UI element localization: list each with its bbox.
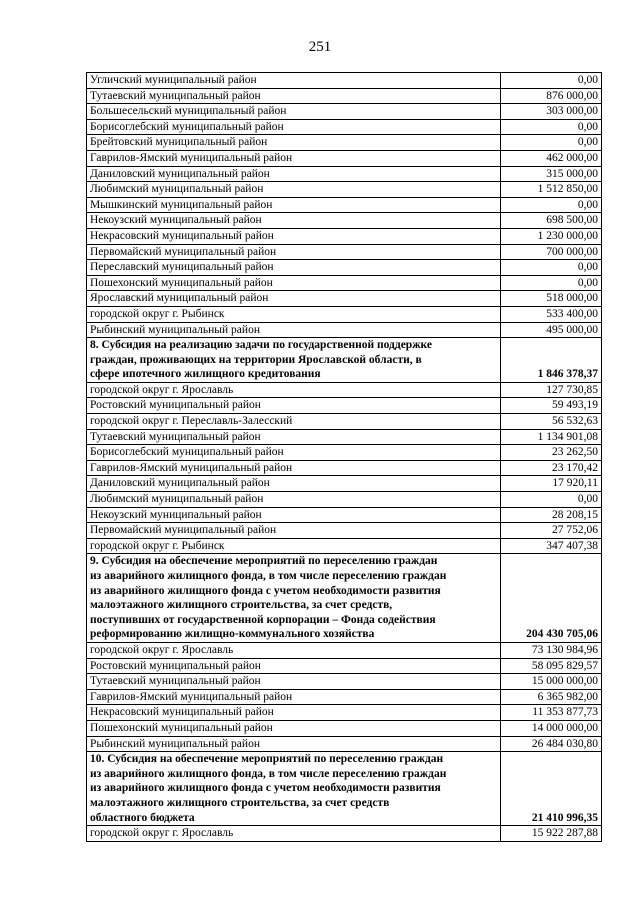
recipient-name: Первомайский муниципальный район: [87, 523, 501, 539]
table-row: [87, 492, 602, 508]
amount: 315 000,00: [501, 166, 602, 182]
amount: 1 512 850,00: [501, 182, 602, 198]
section-title-line: из аварийного жилищного фонда, в том числе переселению граждан: [90, 767, 447, 780]
section-title-line: поступивших от государственной корпорации – Фонда содействия: [90, 613, 436, 626]
recipient-name: Гаврилов-Ямский муниципальный район: [87, 150, 501, 166]
amount: 0,00: [501, 135, 602, 151]
section-title-line: из аварийного жилищного фонда с учетом необходимости развития: [90, 782, 441, 795]
recipient-name: Некрасовский муниципальный район: [87, 705, 501, 721]
amount: 1 230 000,00: [501, 228, 602, 244]
amount: 1 134 901,08: [501, 429, 602, 445]
recipient-name: Даниловский муниципальный район: [87, 476, 501, 492]
recipient-name: Тутаевский муниципальный район: [87, 88, 501, 104]
recipient-name: городской округ г. Ярославль: [87, 382, 501, 398]
table-row: [87, 213, 602, 229]
recipient-name: Борисоглебский муниципальный район: [87, 445, 501, 461]
recipient-name: Брейтовский муниципальный район: [87, 135, 501, 151]
recipient-name: городской округ г. Переславль-Залесский: [87, 414, 501, 430]
table-row: [87, 476, 602, 492]
recipient-name: Гаврилов-Ямский муниципальный район: [87, 460, 501, 476]
amount: 58 095 829,57: [501, 658, 602, 674]
table-row: [87, 197, 602, 213]
amount: 23 262,50: [501, 445, 602, 461]
amount: 0,00: [501, 73, 602, 89]
recipient-name: Пошехонский муниципальный район: [87, 275, 501, 291]
table-body: [87, 73, 602, 842]
section-header-row: [87, 554, 602, 643]
recipient-name: Некрасовский муниципальный район: [87, 228, 501, 244]
amount: 26 484 030,80: [501, 736, 602, 752]
amount: 17 920,11: [501, 476, 602, 492]
section-title-line: сфере ипотечного жилищного кредитования: [90, 368, 321, 381]
table-row: [87, 460, 602, 476]
section-title: [87, 554, 501, 643]
section-title-line: из аварийного жилищного фонда с учетом необходимости развития: [90, 584, 441, 597]
recipient-name: Ярославский муниципальный район: [87, 291, 501, 307]
recipient-name: Даниловский муниципальный район: [87, 166, 501, 182]
section-title-line: малоэтажного жилищного строительства, за счет средств,: [90, 599, 393, 612]
section-title-line: реформированию жилищно-коммунального хозяйства: [90, 628, 375, 641]
amount: 14 000 000,00: [501, 720, 602, 736]
recipient-name: Борисоглебский муниципальный район: [87, 119, 501, 135]
recipient-name: Гаврилов-Ямский муниципальный район: [87, 689, 501, 705]
page-number: 251: [308, 39, 332, 55]
subsidy-table: [86, 72, 602, 842]
amount: 533 400,00: [501, 306, 602, 322]
table-row: [87, 150, 602, 166]
recipient-name: Угличский муниципальный район: [87, 73, 501, 89]
section-title: [87, 752, 501, 826]
recipient-name: Большесельский муниципальный район: [87, 104, 501, 120]
table-row: [87, 104, 602, 120]
amount: 11 353 877,73: [501, 705, 602, 721]
recipient-name: Мышкинский муниципальный район: [87, 197, 501, 213]
table-row: [87, 244, 602, 260]
amount: 698 500,00: [501, 213, 602, 229]
amount: 0,00: [501, 492, 602, 508]
amount: 15 922 287,88: [501, 826, 602, 842]
table-row: [87, 523, 602, 539]
amount: 59 493,19: [501, 398, 602, 414]
recipient-name: городской округ г. Рыбинск: [87, 538, 501, 554]
recipient-name: городской округ г. Ярославль: [87, 826, 501, 842]
section-title-line: граждан, проживающих на территории Ярославской области, в: [90, 353, 422, 366]
amount: 0,00: [501, 197, 602, 213]
amount: 495 000,00: [501, 322, 602, 338]
table-row: [87, 507, 602, 523]
table-row: [87, 135, 602, 151]
table-row: [87, 291, 602, 307]
table-row: [87, 260, 602, 276]
section-title-line: 10. Субсидия на обеспечение мероприятий по переселению граждан: [90, 753, 444, 766]
table-row: [87, 88, 602, 104]
amount: 303 000,00: [501, 104, 602, 120]
table-row: [87, 720, 602, 736]
amount: 0,00: [501, 275, 602, 291]
amount: 73 130 984,96: [501, 642, 602, 658]
section-total-amount: 204 430 705,06: [501, 554, 602, 643]
recipient-name: Рыбинский муниципальный район: [87, 322, 501, 338]
table-row: [87, 429, 602, 445]
table-row: [87, 306, 602, 322]
section-title-line: 9. Субсидия на обеспечение мероприятий по переселению граждан: [90, 555, 438, 568]
table-row: [87, 705, 602, 721]
amount: 56 532,63: [501, 414, 602, 430]
recipient-name: городской округ г. Рыбинск: [87, 306, 501, 322]
amount: 462 000,00: [501, 150, 602, 166]
amount: 6 365 982,00: [501, 689, 602, 705]
table-row: [87, 674, 602, 690]
amount: 28 208,15: [501, 507, 602, 523]
recipient-name: Первомайский муниципальный район: [87, 244, 501, 260]
amount: 347 407,38: [501, 538, 602, 554]
recipient-name: Ростовский муниципальный район: [87, 398, 501, 414]
amount: 23 170,42: [501, 460, 602, 476]
table-row: [87, 73, 602, 89]
section-title-line: областного бюджета: [90, 811, 195, 824]
recipient-name: Переславский муниципальный район: [87, 260, 501, 276]
recipient-name: Тутаевский муниципальный район: [87, 429, 501, 445]
table-row: [87, 445, 602, 461]
amount: 0,00: [501, 119, 602, 135]
amount: 700 000,00: [501, 244, 602, 260]
section-title-line: 8. Субсидия на реализацию задачи по государственной поддержке: [90, 339, 432, 352]
table-row: [87, 538, 602, 554]
table-row: [87, 642, 602, 658]
table-row: [87, 228, 602, 244]
recipient-name: Пошехонский муниципальный район: [87, 720, 501, 736]
table-row: [87, 182, 602, 198]
section-header-row: [87, 752, 602, 826]
section-title-line: малоэтажного жилищного строительства, за счет средств: [90, 796, 390, 809]
section-total-amount: 1 846 378,37: [501, 338, 602, 383]
table-row: [87, 382, 602, 398]
table-row: [87, 275, 602, 291]
amount: 27 752,06: [501, 523, 602, 539]
recipient-name: Некоузский муниципальный район: [87, 213, 501, 229]
recipient-name: Рыбинский муниципальный район: [87, 736, 501, 752]
table-row: [87, 322, 602, 338]
table-row: [87, 736, 602, 752]
section-total-amount: 21 410 996,35: [501, 752, 602, 826]
amount: 876 000,00: [501, 88, 602, 104]
table-row: [87, 658, 602, 674]
table-row: [87, 826, 602, 842]
recipient-name: Тутаевский муниципальный район: [87, 674, 501, 690]
section-header-row: [87, 338, 602, 383]
recipient-name: Ростовский муниципальный район: [87, 658, 501, 674]
amount: 0,00: [501, 260, 602, 276]
table-row: [87, 119, 602, 135]
table-row: [87, 398, 602, 414]
recipient-name: Любимский муниципальный район: [87, 182, 501, 198]
table-row: [87, 166, 602, 182]
recipient-name: Любимский муниципальный район: [87, 492, 501, 508]
section-title: [87, 338, 501, 383]
recipient-name: Некоузский муниципальный район: [87, 507, 501, 523]
section-title-line: из аварийного жилищного фонда, в том числе переселению граждан: [90, 570, 447, 582]
amount: 518 000,00: [501, 291, 602, 307]
table-row: [87, 414, 602, 430]
amount: 127 730,85: [501, 382, 602, 398]
amount: 15 000 000,00: [501, 674, 602, 690]
table-row: [87, 689, 602, 705]
recipient-name: городской округ г. Ярославль: [87, 642, 501, 658]
